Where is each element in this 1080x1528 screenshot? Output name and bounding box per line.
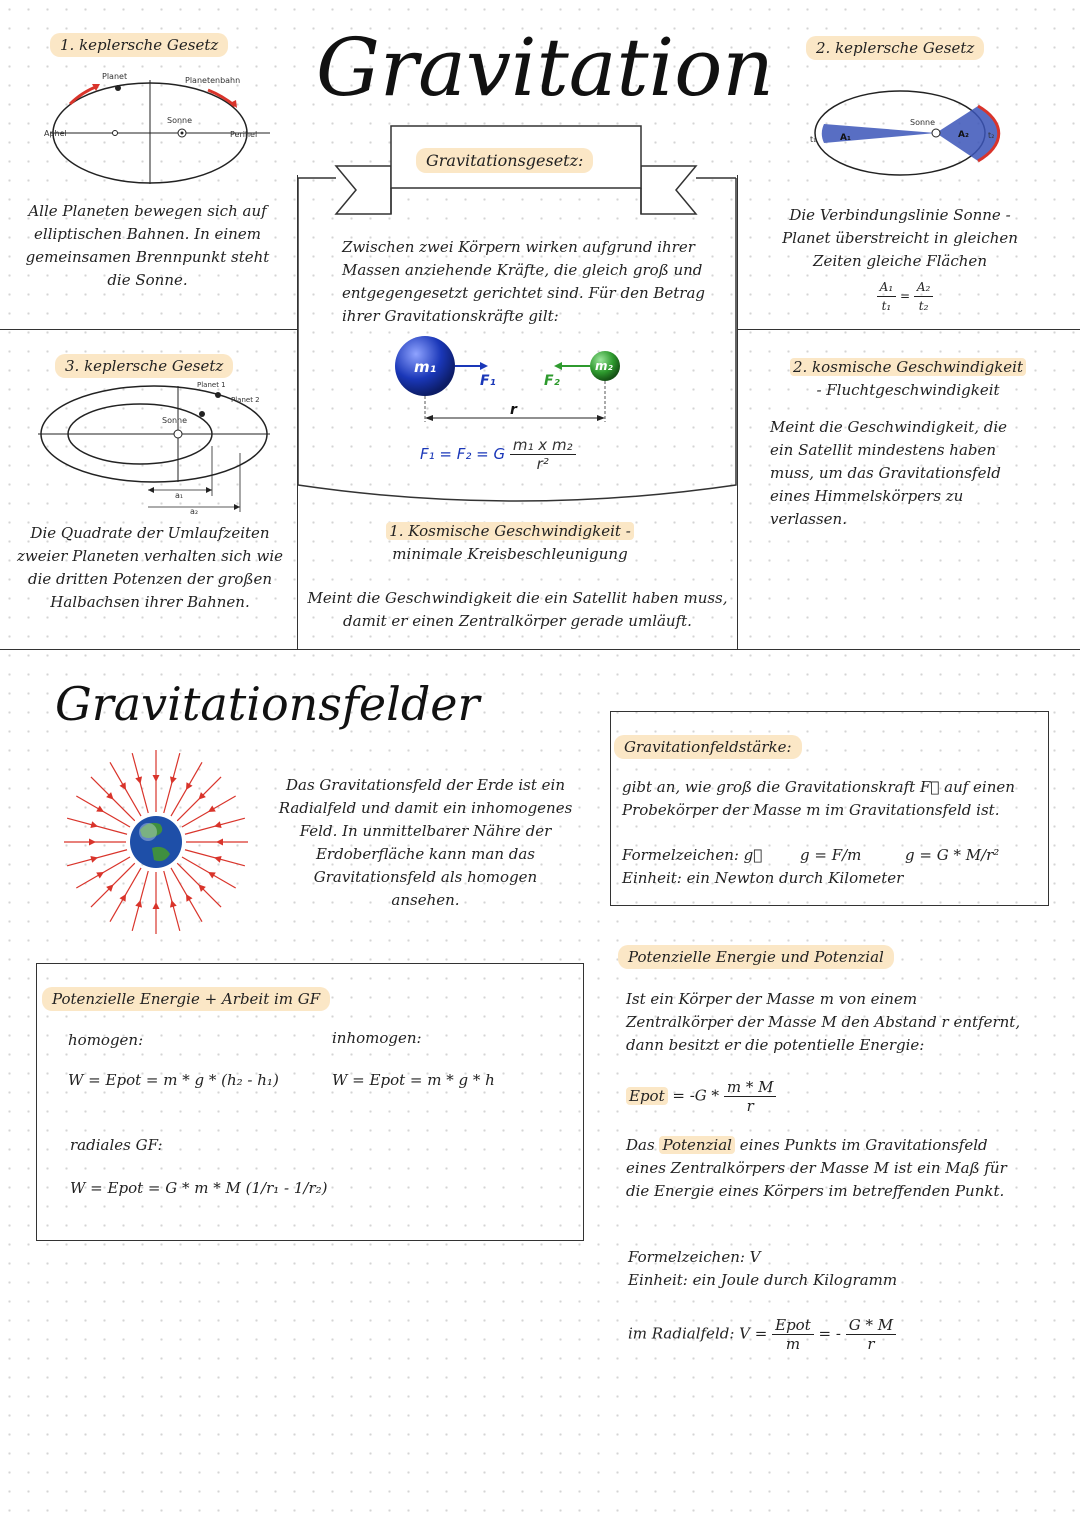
cosmic2-heading-line2: - Fluchtgeschwindigkeit <box>816 381 1000 399</box>
kepler2-formula-eq: = <box>899 289 911 303</box>
field-arrowhead <box>153 902 160 909</box>
kepler3-diagram <box>30 378 280 518</box>
kepler3-a1-label: a₁ <box>175 491 184 500</box>
potential-radial-den2: r <box>867 1335 875 1353</box>
cosmic2-text: Meint die Geschwindigkeit, die ein Satellit mindestens haben muss, um das Gravitationsfeld eines Himmelskörpers zu verlassen. <box>770 418 1008 528</box>
kepler2-diagram <box>800 82 1010 182</box>
force2-label: F₂ <box>544 373 560 389</box>
potenzial-word: Potenzial <box>659 1136 735 1154</box>
field-strength-heading: Gravitationfeldstärke: <box>614 735 802 759</box>
earth-radial-field-diagram <box>56 748 256 938</box>
kepler3-planet2-label: Planet 2 <box>231 396 260 404</box>
field-arrowhead <box>183 782 193 792</box>
cosmic2-heading <box>768 356 1048 402</box>
kepler3-planet1-label: Planet 1 <box>197 381 226 389</box>
kepler1-sun-label: Sonne <box>167 116 193 125</box>
kepler2-formula-t1: t₁ <box>881 299 892 313</box>
gravity-formula-num: m₁ x m₂ <box>510 436 576 455</box>
mass2-label: m₂ <box>595 359 613 373</box>
potential-radial-formula <box>628 1316 896 1353</box>
field-arrowhead <box>213 854 222 863</box>
kepler3-sun-label: Sonne <box>162 416 188 425</box>
field-arrowhead <box>96 805 106 815</box>
fields-text: Das Gravitationsfeld der Erde ist ein Radialfeld und damit ein inhomogenes Feld. In unmittelbarer Nähre der Erdoberfläche kann man das Gravitationsfeld als homogen ansehen. <box>278 776 573 909</box>
field-arrowhead <box>183 892 193 902</box>
kepler1-heading: 1. keplersche Gesetz <box>50 33 228 57</box>
cosmic2-heading-line1: 2. kosmische Geschwindigkeit <box>790 358 1026 376</box>
field-arrowhead <box>213 821 222 830</box>
kepler2-sun-label: Sonne <box>910 118 936 127</box>
potenzial-pre: Das <box>626 1136 655 1154</box>
radial-label: radiales GF: <box>70 1136 163 1154</box>
potential-radial-num1: Epot <box>772 1316 814 1335</box>
inhomogen-label: inhomogen: <box>332 1029 422 1047</box>
kepler2-t2-label: t₂ <box>988 131 995 140</box>
kepler1-text: Alle Planeten bewegen sich auf elliptischen Bahnen. In einem gemeinsamen Brennpunkt steht die Sonne. <box>25 202 270 289</box>
gravity-law-text: Zwischen zwei Körpern wirken aufgrund ihrer Massen anziehende Kräfte, die gleich groß und entgegengesetzt gerichtet sind. Für den Betrag ihrer Gravitationskräfte gilt: <box>342 238 706 325</box>
kepler2-a2-label: A₂ <box>958 130 969 140</box>
divider-right <box>737 329 1080 330</box>
cosmic1-heading-line2: minimale Kreisbeschleunigung <box>392 545 628 563</box>
cosmic1-heading-line1: 1. Kosmische Geschwindigkeit - <box>386 522 634 540</box>
homogen-label: homogen: <box>68 1031 144 1049</box>
kepler1-perihel-label: Perihel <box>230 130 258 139</box>
kepler2-formula-a1: A₁ <box>877 278 896 297</box>
kepler2-text: Die Verbindungslinie Sonne - Planet überstreicht in gleichen Zeiten gleiche Flächen <box>782 206 1018 270</box>
divider-left <box>0 329 297 330</box>
potential-text: Ist ein Körper der Masse m von einem Zentralkörper der Masse M den Abstand r entfernt, dann besitzt er die potentielle Energie: <box>626 990 1021 1054</box>
page-title: Gravitation <box>316 21 774 114</box>
field-strength-formula1: g = F/m <box>800 846 862 864</box>
potential-radial-den1: m <box>785 1335 801 1353</box>
field-arrowhead <box>90 821 99 830</box>
gravity-law-banner: Gravitationsgesetz: <box>416 148 593 173</box>
epot-num: m * M <box>724 1078 777 1097</box>
kepler2-heading: 2. keplersche Gesetz <box>806 36 984 60</box>
potential-unit: Einheit: ein Joule durch Kilogramm <box>628 1271 898 1289</box>
kepler3-heading: 3. keplersche Gesetz <box>55 354 233 378</box>
field-arrowhead <box>89 839 96 846</box>
potenzial-post: eines Punkts im Gravitationsfeld eines Zentralkörpers der Masse M ist ein Maß für die Energie eines Körpers im betreffenden Punkt. <box>626 1136 1007 1200</box>
field-arrowhead <box>168 899 177 908</box>
field-arrowhead <box>135 776 144 785</box>
field-arrowhead <box>216 839 223 846</box>
kepler1-planet-label: Planet <box>102 72 128 81</box>
field-arrowhead <box>153 775 160 782</box>
field-arrowhead <box>135 899 144 908</box>
cosmic1-heading <box>370 520 650 566</box>
kepler3-text: Die Quadrate der Umlaufzeiten zweier Planeten verhalten sich wie die dritten Potenzen der großen Halbachsen ihrer Bahnen. <box>16 524 284 611</box>
field-arrowhead <box>168 776 177 785</box>
kepler3-a2-label: a₂ <box>190 507 199 516</box>
epot-den: r <box>746 1097 754 1115</box>
epot-formula <box>626 1078 776 1115</box>
field-strength-text: gibt an, wie groß die Gravitationskraft F⃗ auf einen Probekörper der Masse m im Gravitationsfeld ist. <box>622 778 1015 819</box>
kepler2-formula-a2: A₂ <box>914 278 933 297</box>
epot-label: Epot <box>626 1087 668 1105</box>
mass1-label: m₁ <box>414 358 437 376</box>
homogen-formula: W = Epot = m * g * (h₂ - h₁) <box>68 1071 279 1089</box>
distance-label: r <box>510 402 517 418</box>
kepler1-aphel-label: Aphel <box>44 129 67 138</box>
kepler1-orbit-label: Planetenbahn <box>185 76 241 85</box>
field-arrowhead <box>90 854 99 863</box>
mass-force-diagram <box>390 330 630 430</box>
divider-main <box>0 649 1080 650</box>
cosmic1-text: Meint die Geschwindigkeit die ein Satellit haben muss, damit er einen Zentralkörper gerade umläuft. <box>307 589 728 630</box>
radial-formula: W = Epot = G * m * M (1/r₁ - 1/r₂) <box>70 1179 328 1197</box>
inhomogen-formula: W = Epot = m * g * h <box>332 1071 495 1089</box>
field-arrowhead <box>206 869 216 879</box>
potenzial-text <box>626 1134 1026 1203</box>
field-strength-symbol: Formelzeichen: g⃗ <box>622 846 763 864</box>
gravity-formula-lhs: F₁ = F₂ = G <box>420 445 506 463</box>
potential-radial-mid: = - <box>818 1324 841 1343</box>
kepler2-formula <box>850 278 960 315</box>
potential-radial-pre: im Radialfeld: V = <box>628 1324 768 1343</box>
kepler1-diagram <box>30 66 280 196</box>
field-strength-formula2: g = G * M/r² <box>905 846 1000 864</box>
fields-title: Gravitationsfelder <box>55 677 480 731</box>
force1-label: F₁ <box>480 373 496 389</box>
kepler2-formula-t2: t₂ <box>918 299 929 313</box>
field-arrowhead <box>206 805 216 815</box>
field-arrowhead <box>119 782 129 792</box>
field-arrowhead <box>96 869 106 879</box>
epot-lhs: = -G * <box>672 1086 720 1105</box>
gravity-formula-den: r² <box>536 455 549 473</box>
potential-heading: Potenzielle Energie und Potenzial <box>618 945 894 969</box>
potential-symbol: Formelzeichen: V <box>628 1248 761 1266</box>
field-strength-unit: Einheit: ein Newton durch Kilometer <box>622 869 904 887</box>
kepler2-t1-label: t₁ <box>810 135 817 144</box>
gravity-law-formula <box>420 436 576 473</box>
field-arrowhead <box>119 892 129 902</box>
potential-radial-num2: G * M <box>846 1316 896 1335</box>
kepler2-a1-label: A₁ <box>840 133 851 143</box>
energy-work-heading: Potenzielle Energie + Arbeit im GF <box>42 987 330 1011</box>
